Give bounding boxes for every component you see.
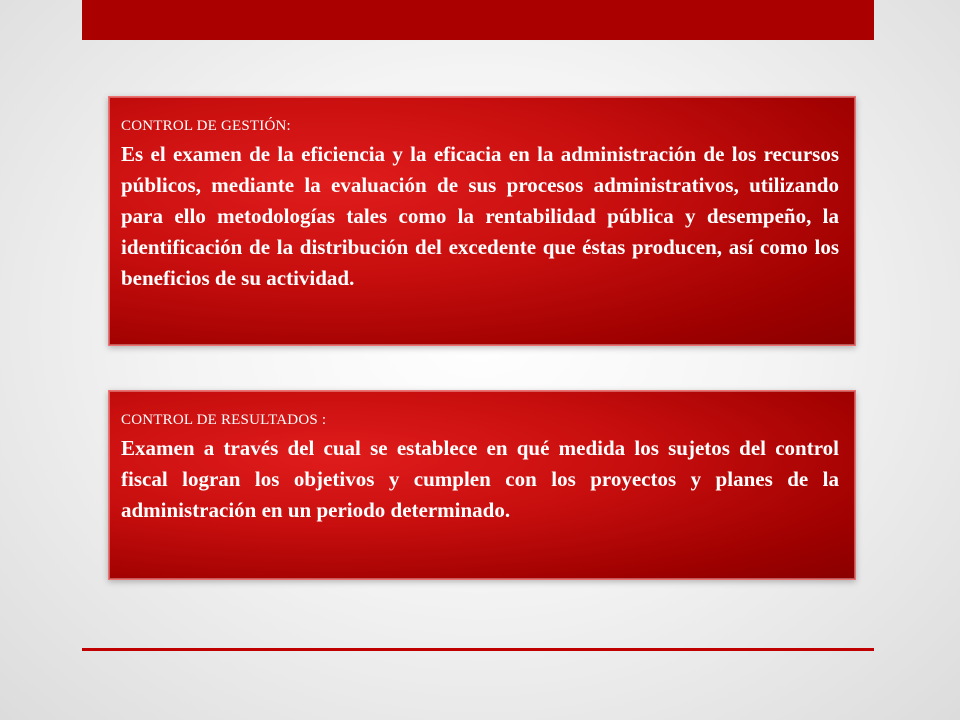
control-gestion-text: Es el examen de la eficiencia y la eficacia en la administración de los recursos públicos, mediante la evaluación de sus procesos administrativos, utilizando para ello metodologías tales como la rentabilidad pública y desempeño, la identificación de la distribución del excedente que éstas producen, así como los beneficios de su actividad. <box>121 142 839 290</box>
control-gestion-title: CONTROL DE GESTIÓN: <box>121 118 291 134</box>
control-resultados-title: CONTROL DE RESULTADOS : <box>121 412 327 428</box>
control-resultados-card <box>108 390 856 580</box>
top-banner-bar <box>82 0 874 40</box>
control-gestion-card <box>108 96 856 346</box>
bottom-divider-line <box>82 648 874 651</box>
control-resultados-text: Examen a través del cual se establece en qué medida los sujetos del control fiscal logran los objetivos y cumplen con los proyectos y planes de la administración en un periodo determinado. <box>121 436 839 522</box>
